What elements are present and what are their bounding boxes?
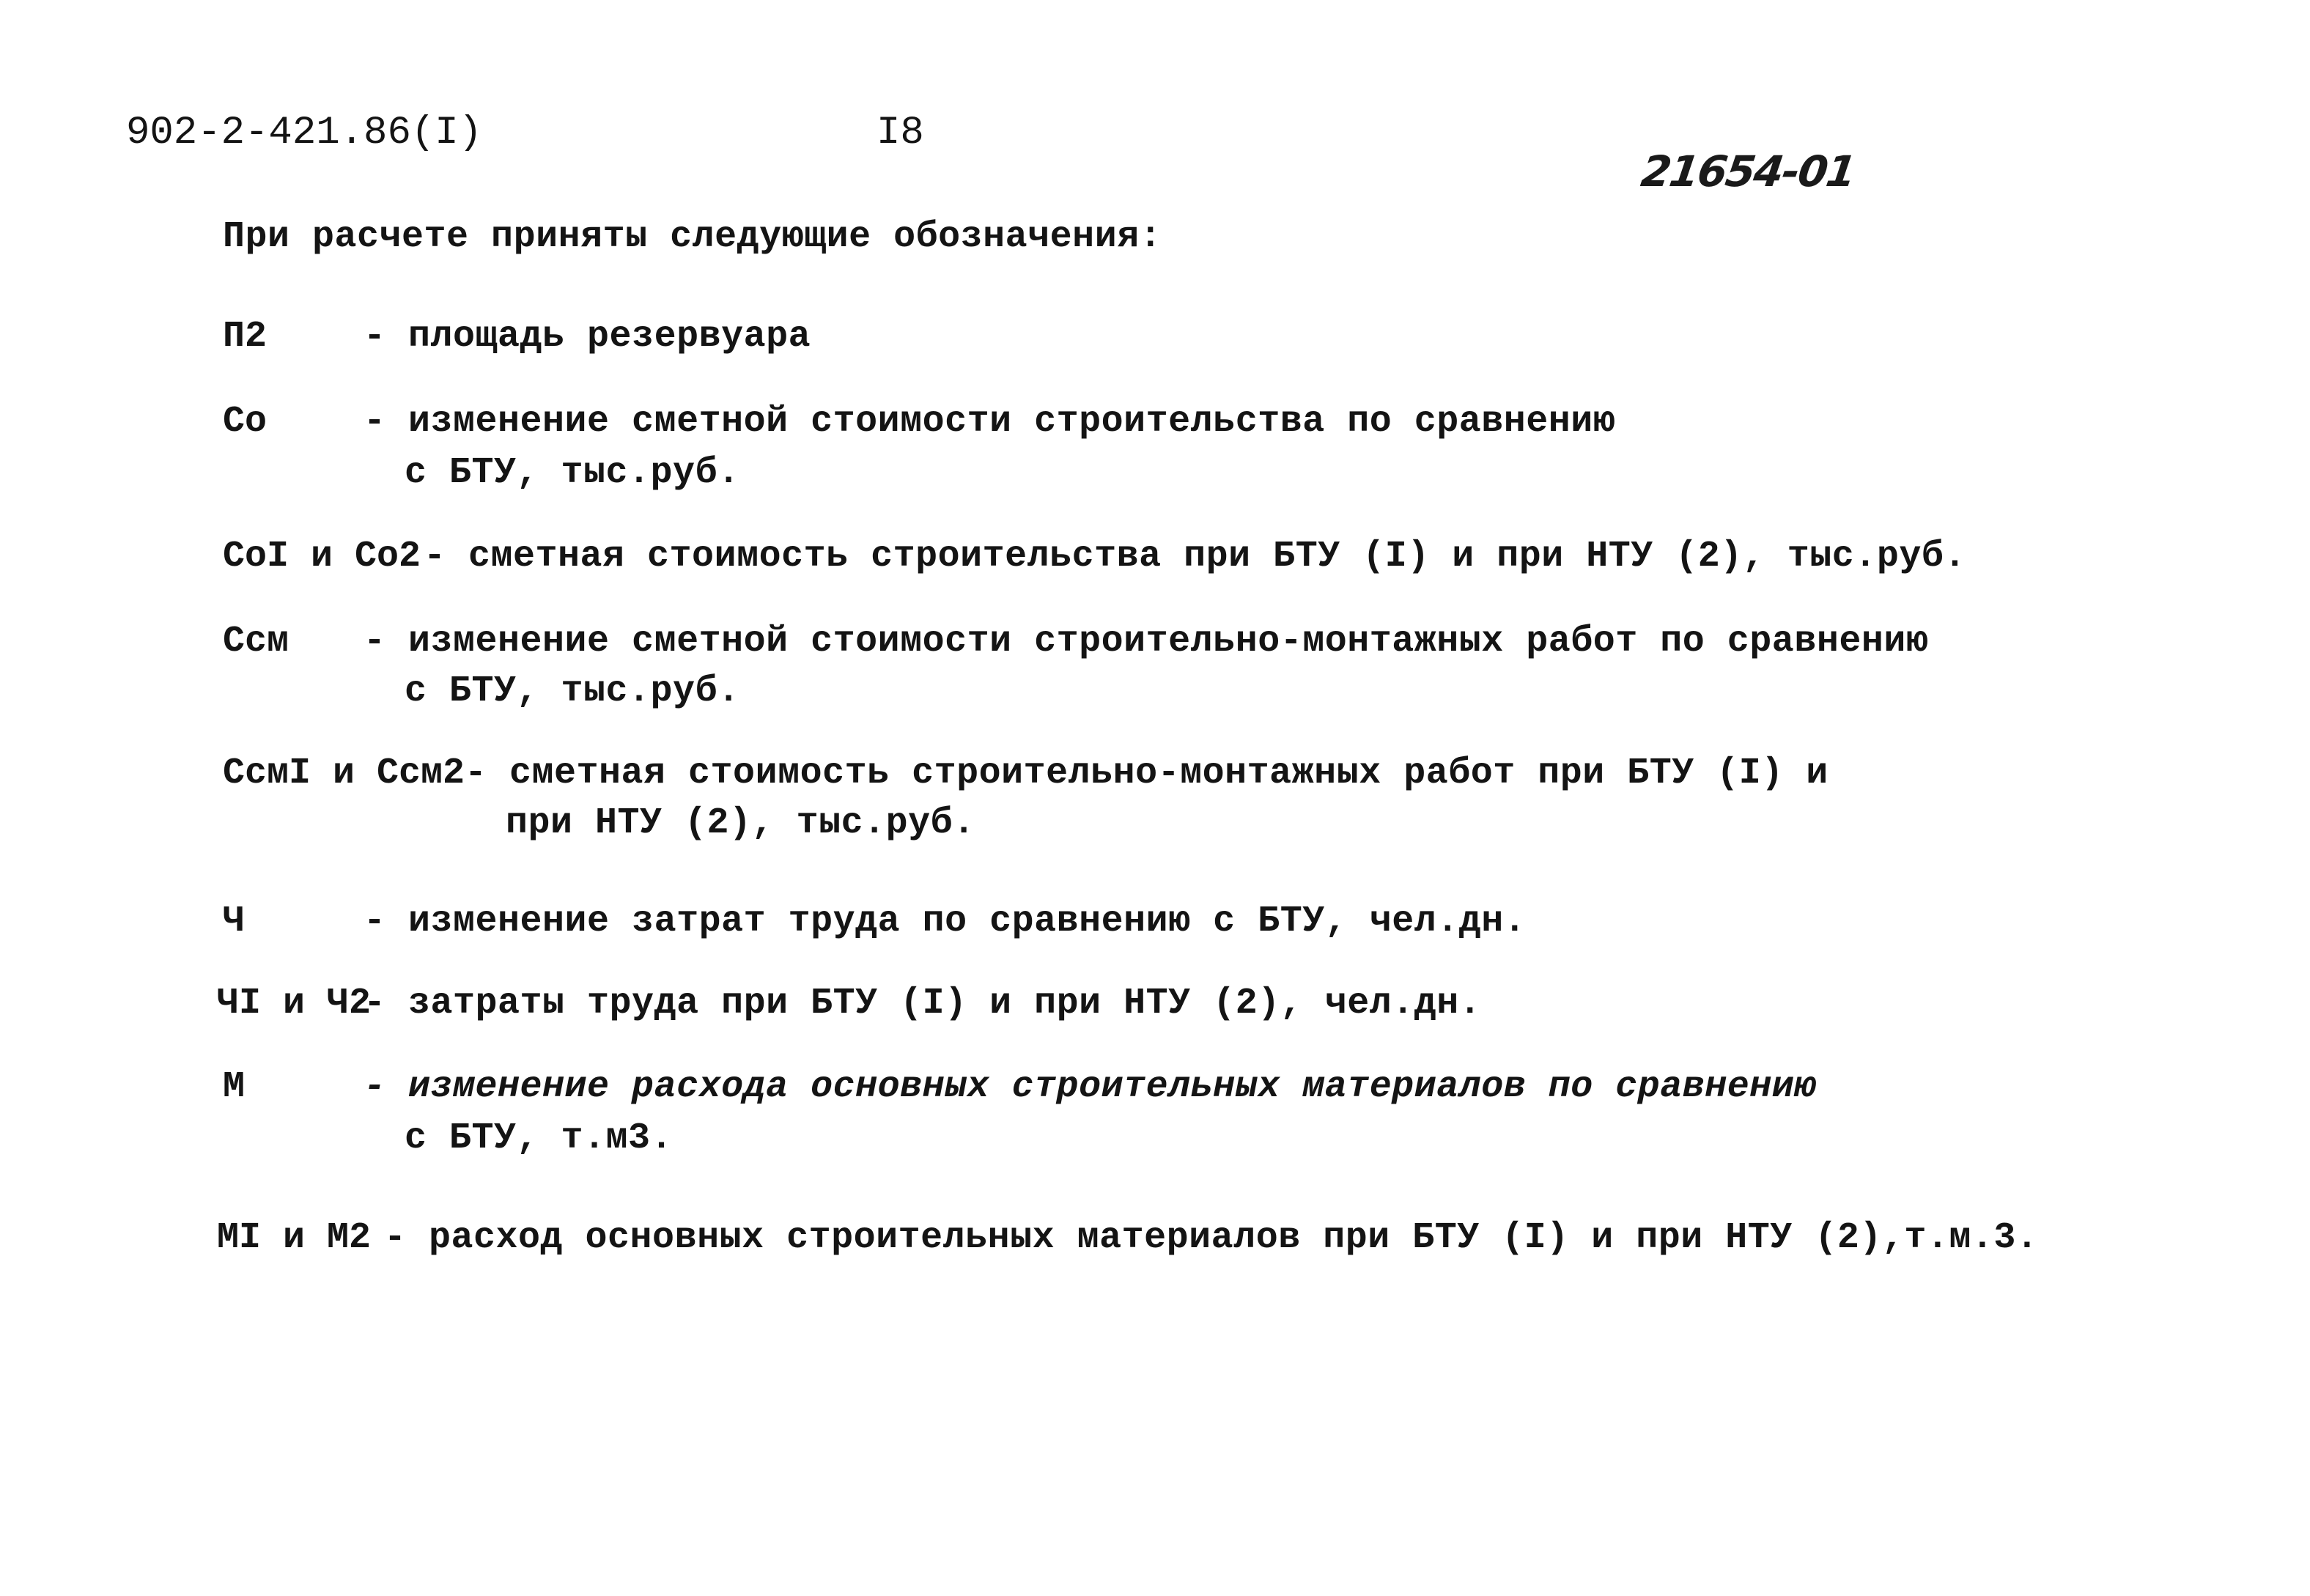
definition-ch1-ch2-line1: - затраты труда при БТУ (I) и при НТУ (2), чел.дн. [364, 983, 1482, 1024]
definition-m-line1: - изменение расхода основных строительных материалов по сравнению [364, 1066, 1817, 1108]
handwritten-number: 21654-01 [1638, 147, 1859, 196]
symbol-p2: П2 [223, 316, 267, 358]
symbol-co: Со [223, 401, 267, 443]
page-number: I8 [877, 111, 924, 155]
document-code: 902-2-421.86(I) [126, 111, 483, 155]
definition-ssm-line2: с БТУ, тыс.руб. [405, 670, 740, 712]
definition-co-line2: с БТУ, тыс.руб. [405, 452, 740, 494]
symbol-m: М [223, 1066, 246, 1108]
symbol-ch1-ch2: ЧI и Ч2 [217, 983, 372, 1024]
definition-co1-co2-line1: - сметная стоимость строительства при БТУ (I) и при НТУ (2), тыс.руб. [424, 536, 1966, 577]
symbol-ch: Ч [223, 901, 246, 942]
definition-co-line1: - изменение сметной стоимости строительства по сравнению [364, 401, 1616, 443]
symbol-co1-co2: СоI и Со2 [223, 536, 421, 577]
definition-p2-line1: - площадь резервуара [364, 316, 811, 358]
definition-ch-line1: - изменение затрат труда по сравнению с БТУ, чел.дн. [364, 901, 1527, 942]
symbol-m1-m2: МI и М2 [217, 1217, 372, 1259]
definition-ssm1-ssm2-line1: - сметная стоимость строительно-монтажных работ при БТУ (I) и [465, 753, 1829, 794]
symbol-ssm1-ssm2: СсмI и Ссм2 [223, 753, 465, 794]
definition-m-line2: с БТУ, т.м3. [405, 1117, 674, 1159]
definition-ssm1-ssm2-line2: при НТУ (2), тыс.руб. [506, 802, 975, 844]
intro-text: При расчете приняты следующие обозначения: [223, 216, 1162, 258]
symbol-ssm: Ссм [223, 621, 289, 662]
definition-m1-m2-line1: - расход основных строительных материалов при БТУ (I) и при НТУ (2),т.м.3. [384, 1217, 2039, 1259]
definition-ssm-line1: - изменение сметной стоимости строительно-монтажных работ по сравнению [364, 621, 1929, 662]
